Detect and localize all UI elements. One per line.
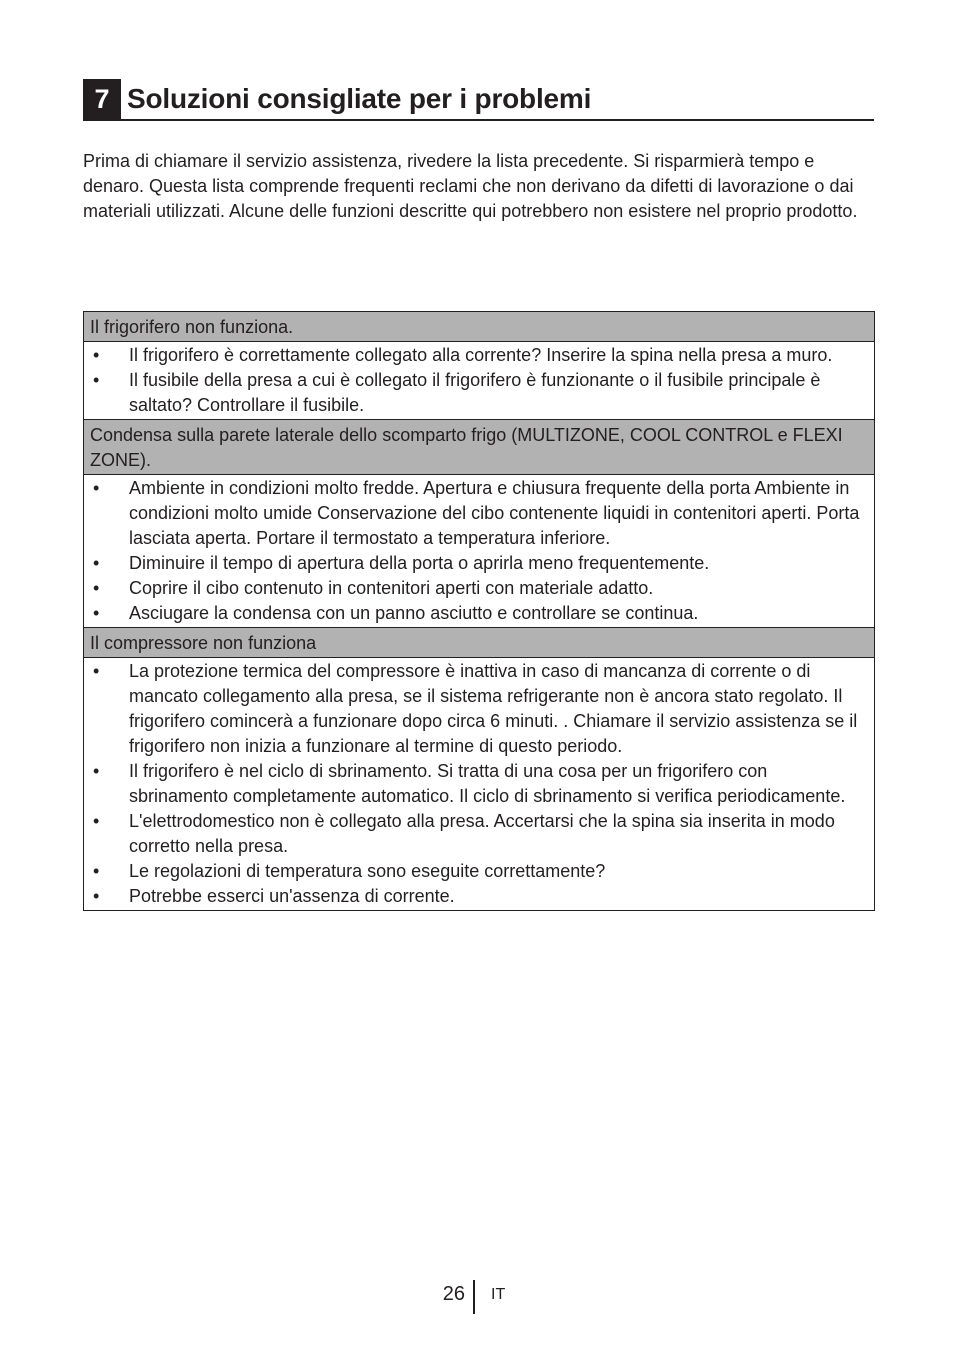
solution-item: • Coprire il cibo contenuto in contenitori aperti con materiale adatto. (90, 576, 868, 601)
solution-item: • Il frigorifero è nel ciclo di sbrinamento. Si tratta di una cosa per un frigorifero con sbrinamento completamente automatico. Il ciclo di sbrinamento si verifica periodicamente. (90, 759, 868, 809)
solution-list (84, 475, 874, 628)
solution-item: • Asciugare la condensa con un panno asciutto e controllare se continua. (90, 601, 868, 626)
chapter-heading (83, 79, 874, 121)
language-code: IT (491, 1286, 506, 1303)
solution-item: • Diminuire il tempo di apertura della porta o aprirla meno frequentemente. (90, 551, 868, 576)
solution-list (84, 342, 874, 420)
intro-paragraph: Prima di chiamare il servizio assistenza, rivedere la lista precedente. Si risparmierà tempo e denaro. Questa lista comprende frequenti reclami che non derivano da difetti di lavorazione o dai materiali utilizzati. Alcune delle funzioni descritte qui potrebbero non esistere nel proprio prodotto. (83, 151, 858, 221)
page-footer (0, 1280, 954, 1316)
solution-item: • Il frigorifero è correttamente collegato alla corrente? Inserire la spina nella presa a muro. (90, 343, 868, 368)
solution-list (84, 658, 874, 910)
solution-item: • L'elettrodomestico non è collegato alla presa. Accertarsi che la spina sia inserita in modo corretto nella presa. (90, 809, 868, 859)
chapter-number: 7 (83, 79, 121, 119)
footer-divider (473, 1280, 475, 1314)
solution-item: • Il fusibile della presa a cui è collegato il frigorifero è funzionante o il fusibile principale è saltato? Controllare il fusibile. (90, 368, 868, 418)
page-number: 26 (442, 1283, 465, 1305)
solution-item: • La protezione termica del compressore è inattiva in caso di mancanza di corrente o di mancato collegamento alla presa, se il sistema refrigerante non è ancora stato regolato. Il frigorifero comincerà a funzionare dopo circa 6 minuti. . Chiamare il servizio assistenza se il frigorifero non inizia a funzionare al termine di questo periodo. (90, 659, 868, 759)
solution-item: • Ambiente in condizioni molto fredde. Apertura e chiusura frequente della porta Ambiente in condizioni molto umide Conservazione del cibo contenente liquidi in contenitori aperti. Porta lasciata aperta. Portare il termostato a temperatura inferiore. (90, 476, 868, 551)
chapter-title: Soluzioni consigliate per i problemi (127, 83, 592, 114)
troubleshooting-table (83, 311, 875, 911)
solution-item: • Le regolazioni di temperatura sono eseguite correttamente? (90, 859, 868, 884)
problem-header: Il frigorifero non funziona. (84, 312, 874, 342)
solution-item: • Potrebbe esserci un'assenza di corrente. (90, 884, 868, 909)
problem-header: Il compressore non funziona (84, 628, 874, 658)
problem-header: Condensa sulla parete laterale dello scomparto frigo (MULTIZONE, COOL CONTROL e FLEXI ZONE). (84, 420, 874, 475)
